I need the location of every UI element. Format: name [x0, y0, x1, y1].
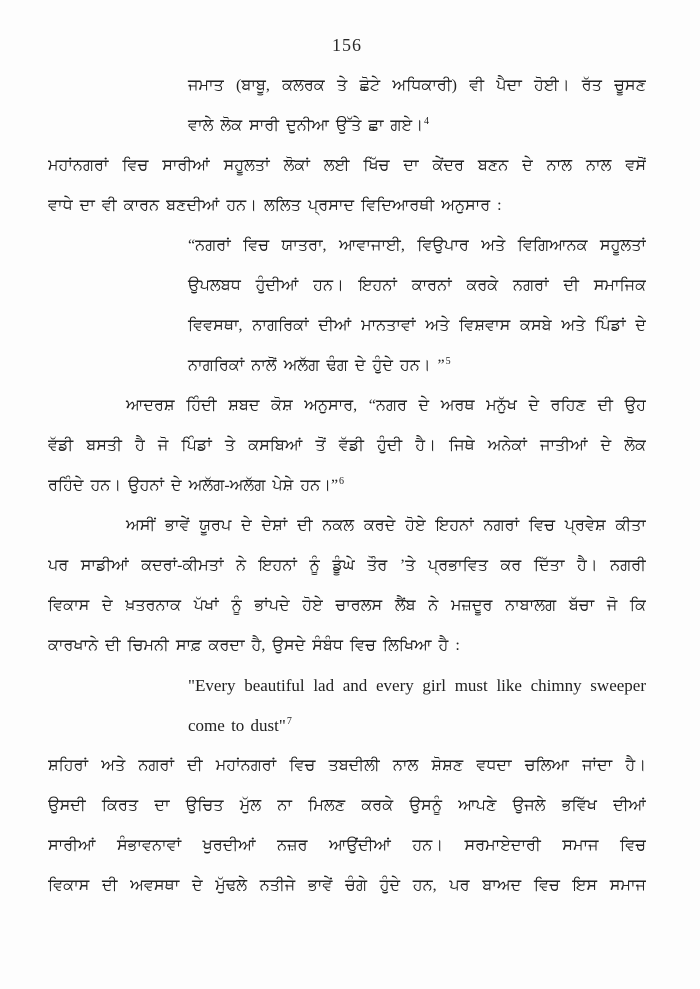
- text-run: ਵਾਧੇ ਦਾ ਵੀ ਕਾਰਨ ਬਣਦੀਆਂ ਹਨ। ਲਲਿਤ ਪ੍ਰਸਾਦ ਵਿਦਿਆਰਥੀ ਅਨੁਸਾਰ :: [48, 197, 502, 214]
- page-number: 156: [332, 35, 362, 55]
- text-run: ਰਹਿੰਦੇ ਹਨ। ਉਹਨਾਂ ਦੇ ਅਲੱਗ-ਅਲੱਗ ਪੇਸ਼ੇ ਹਨ।”: [48, 477, 339, 494]
- text-run: “ਨਗਰਾਂ ਵਿਚ ਯਾਤਰਾ, ਆਵਾਜਾਈ, ਵਿਉਪਾਰ ਅਤੇ ਵਿਗਿਆਨਕ ਸਹੂਲਤਾਂ: [188, 237, 646, 254]
- text-line: [48, 426, 646, 466]
- text-line: [48, 226, 646, 266]
- text-run: "Every beautiful lad and every girl must like chimny sweeper: [188, 676, 646, 695]
- text-line: [48, 386, 646, 426]
- footnote-ref: 7: [286, 716, 292, 728]
- text-line: [48, 586, 646, 626]
- text-line: [48, 666, 646, 706]
- text-line: [48, 266, 646, 306]
- blockquote: [48, 666, 646, 746]
- text-run: ਉਸਦੀ ਕਿਰਤ ਦਾ ਉਚਿਤ ਮੁੱਲ ਨਾ ਮਿਲਣ ਕਰਕੇ ਉਸਨੂੰ ਆਪਣੇ ਉਜਲੇ ਭਵਿੱਖ ਦੀਆਂ: [48, 797, 646, 814]
- text-run: ਪਰ ਸਾਡੀਆਂ ਕਦਰਾਂ-ਕੀਮਤਾਂ ਨੇ ਇਹਨਾਂ ਨੂੰ ਡੂੰਘੇ ਤੌਰ ’ਤੇ ਪ੍ਰਭਾਵਿਤ ਕਰ ਦਿੱਤਾ ਹੈ। ਨਗਰੀ: [48, 557, 646, 574]
- text-line: [48, 466, 646, 506]
- text-run: ਆਦਰਸ਼ ਹਿੰਦੀ ਸ਼ਬਦ ਕੋਸ਼ ਅਨੁਸਾਰ, “ਨਗਰ ਦੇ ਅਰਥ ਮਨੁੱਖ ਦੇ ਰਹਿਣ ਦੀ ਉਹ: [126, 397, 646, 414]
- text-line: [48, 746, 646, 786]
- blockquote: [48, 226, 646, 386]
- text-run: ਵਾਲੇ ਲੋਕ ਸਾਰੀ ਦੁਨੀਆ ਉੱਤੇ ਛਾ ਗਏ।: [188, 117, 423, 134]
- text-run: ਕਾਰਖਾਨੇ ਦੀ ਚਿਮਨੀ ਸਾਫ਼ ਕਰਦਾ ਹੈ, ਉਸਦੇ ਸੰਬੰਧ ਵਿਚ ਲਿਖਿਆ ਹੈ :: [48, 637, 460, 654]
- page-content: [48, 66, 646, 906]
- text-run: ਵਿਵਸਥਾ, ਨਾਗਰਿਕਾਂ ਦੀਆਂ ਮਾਨਤਾਵਾਂ ਅਤੇ ਵਿਸ਼ਵਾਸ ਕਸਬੇ ਅਤੇ ਪਿੰਡਾਂ ਦੇ: [188, 317, 646, 334]
- text-line: [48, 866, 646, 906]
- text-line: [48, 306, 646, 346]
- footnote-ref: 6: [339, 475, 345, 487]
- text-line: [48, 826, 646, 866]
- text-line: [48, 346, 646, 386]
- text-run: ਨਾਗਰਿਕਾਂ ਨਾਲੋਂ ਅਲੱਗ ਢੰਗ ਦੇ ਹੁੰਦੇ ਹਨ। ”: [188, 357, 445, 374]
- text-run: ਸ਼ਹਿਰਾਂ ਅਤੇ ਨਗਰਾਂ ਦੀ ਮਹਾਂਨਗਰਾਂ ਵਿਚ ਤਬਦੀਲੀ ਨਾਲ ਸ਼ੋਸ਼ਣ ਵਧਦਾ ਚਲਿਆ ਜਾਂਦਾ ਹੈ।: [48, 757, 646, 774]
- text-line: [48, 146, 646, 186]
- text-run: ਅਸੀਂ ਭਾਵੇਂ ਯੂਰਪ ਦੇ ਦੇਸ਼ਾਂ ਦੀ ਨਕਲ ਕਰਦੇ ਹੋਏ ਇਹਨਾਂ ਨਗਰਾਂ ਵਿਚ ਪ੍ਰਵੇਸ਼ ਕੀਤਾ: [126, 517, 646, 534]
- text-line: [48, 106, 646, 146]
- footnote-ref: 4: [423, 115, 429, 127]
- text-run: ਮਹਾਂਨਗਰਾਂ ਵਿਚ ਸਾਰੀਆਂ ਸਹੂਲਤਾਂ ਲੋਕਾਂ ਲਈ ਖਿੱਚ ਦਾ ਕੇਂਦਰ ਬਣਨ ਦੇ ਨਾਲ ਨਾਲ ਵਸੋਂ: [48, 157, 646, 174]
- text-line: [48, 66, 646, 106]
- text-run: ਵਿਕਾਸ ਦੀ ਅਵਸਥਾ ਦੇ ਮੁੱਢਲੇ ਨਤੀਜੇ ਭਾਵੇਂ ਚੰਗੇ ਹੁੰਦੇ ਹਨ, ਪਰ ਬਾਅਦ ਵਿਚ ਇਸ ਸਮਾਜ: [48, 877, 646, 894]
- text-line: [48, 546, 646, 586]
- text-run: ਵੱਡੀ ਬਸਤੀ ਹੈ ਜੋ ਪਿੰਡਾਂ ਤੇ ਕਸਬਿਆਂ ਤੋਂ ਵੱਡੀ ਹੁੰਦੀ ਹੈ। ਜਿਥੇ ਅਨੇਕਾਂ ਜਾਤੀਆਂ ਦੇ ਲੋਕ: [48, 437, 646, 454]
- paragraph: [48, 386, 646, 506]
- text-line: [48, 706, 646, 746]
- text-run: ਸਾਰੀਆਂ ਸੰਭਾਵਨਾਵਾਂ ਖੁਰਦੀਆਂ ਨਜ਼ਰ ਆਉਂਦੀਆਂ ਹਨ। ਸਰਮਾਏਦਾਰੀ ਸਮਾਜ ਵਿਚ: [48, 837, 646, 854]
- text-line: [48, 786, 646, 826]
- text-run: ਉਪਲਬਧ ਹੁੰਦੀਆਂ ਹਨ। ਇਹਨਾਂ ਕਾਰਨਾਂ ਕਰਕੇ ਨਗਰਾਂ ਦੀ ਸਮਾਜਿਕ: [188, 277, 646, 294]
- text-line: [48, 186, 646, 226]
- blockquote: [48, 66, 646, 146]
- text-run: ਜਮਾਤ (ਬਾਬੂ, ਕਲਰਕ ਤੇ ਛੋਟੇ ਅਧਿਕਾਰੀ) ਵੀ ਪੈਦਾ ਹੋਈ। ਰੱਤ ਚੂਸਣ: [188, 77, 646, 94]
- text-line: [48, 506, 646, 546]
- text-line: [48, 626, 646, 666]
- text-run: come to dust": [188, 716, 286, 735]
- paragraph: [48, 146, 646, 226]
- paragraph: [48, 746, 646, 906]
- text-run: ਵਿਕਾਸ ਦੇ ਖ਼ਤਰਨਾਕ ਪੱਖਾਂ ਨੂੰ ਭਾਂਪਦੇ ਹੋਏ ਚਾਰਲਸ ਲੈਂਬ ਨੇ ਮਜ਼ਦੂਰ ਨਾਬਾਲਗ ਬੱਚਾ ਜੋ ਕਿ: [48, 597, 646, 614]
- footnote-ref: 5: [445, 355, 451, 367]
- paragraph: [48, 506, 646, 666]
